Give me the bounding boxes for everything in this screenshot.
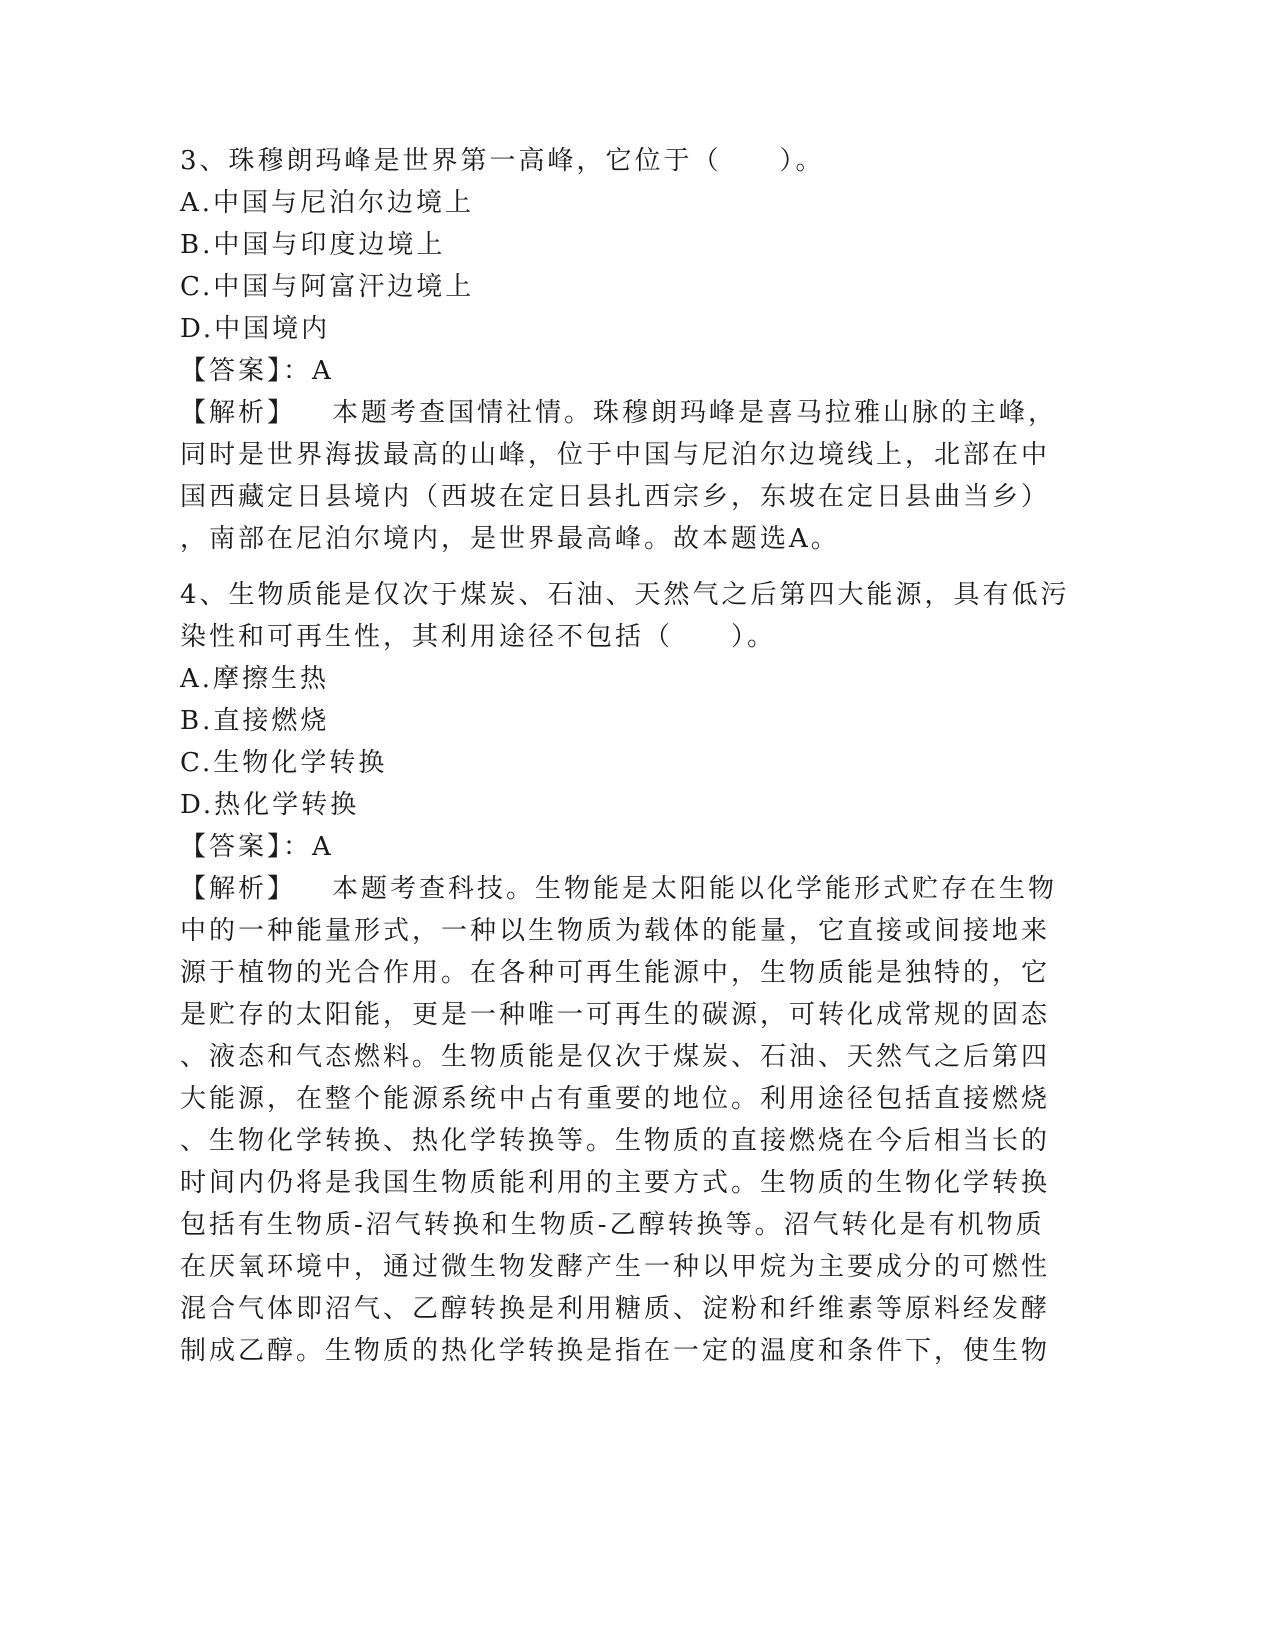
analysis-line: 中的一种能量形式，一种以生物质为载体的能量，它直接或间接地来: [180, 916, 1051, 946]
answer-label: 【答案】：: [180, 832, 313, 862]
analysis-line: 大能源，在整个能源系统中占有重要的地位。利用途径包括直接燃烧: [180, 1084, 1051, 1114]
answer-label: 【答案】：: [180, 356, 313, 386]
document-page: [180, 140, 1070, 1372]
question-block: [180, 140, 1058, 560]
analysis-line: 在厌氧环境中，通过微生物发酵产生一种以甲烷为主要成分的可燃性: [180, 1252, 1051, 1282]
option-c: C.生物化学转换: [180, 748, 388, 778]
spacer: [180, 560, 1040, 574]
option-b: B.中国与印度边境上: [180, 230, 446, 260]
analysis-text: 本题考查国情社情。珠穆朗玛峰是喜马拉雅山脉的主峰，: [332, 398, 1058, 428]
question-stem: 4、生物质能是仅次于煤炭、石油、天然气之后第四大能源，具有低污: [180, 580, 1070, 610]
answer-line: [180, 350, 1040, 392]
option-d: D.热化学转换: [180, 790, 360, 820]
analysis-line: 包括有生物质-沼气转换和生物质-乙醇转换等。沼气转化是有机物质: [180, 1210, 1045, 1240]
option-a: A.摩擦生热: [180, 664, 330, 694]
answer-line: [180, 826, 1040, 868]
analysis-line: 混合气体即沼气、乙醇转换是利用糖质、淀粉和纤维素等原料经发酵: [180, 1294, 1051, 1324]
question-stem: 3、珠穆朗玛峰是世界第一高峰，它位于（ ）。: [180, 146, 825, 176]
analysis-line: 是贮存的太阳能，更是一种唯一可再生的碳源，可转化成常规的固态: [180, 1000, 1051, 1030]
analysis-line: 、液态和气态燃料。生物质能是仅次于煤炭、石油、天然气之后第四: [180, 1042, 1051, 1072]
analysis-label: 【解析】: [180, 874, 297, 904]
analysis-line: 源于植物的光合作用。在各种可再生能源中，生物质能是独特的，它: [180, 958, 1051, 988]
answer-value: A: [312, 832, 334, 862]
option-b: B.直接燃烧: [180, 706, 330, 736]
analysis-line: 国西藏定日县境内（西坡在定日县扎西宗乡，东坡在定日县曲当乡）: [180, 482, 1051, 512]
analysis-line: ，南部在尼泊尔境内，是世界最高峰。故本题选A。: [180, 524, 840, 554]
analysis-line: 时间内仍将是我国生物质能利用的主要方式。生物质的生物化学转换: [180, 1168, 1051, 1198]
option-d: D.中国境内: [180, 314, 331, 344]
option-c: C.中国与阿富汗边境上: [180, 272, 475, 302]
analysis-text: 本题考查科技。生物能是太阳能以化学能形式贮存在生物: [332, 874, 1058, 904]
question-stem: 染性和可再生性，其利用途径不包括（ ）。: [180, 622, 777, 652]
analysis-line: [180, 868, 1058, 910]
analysis-label: 【解析】: [180, 398, 297, 428]
question-block: [180, 574, 1070, 1372]
answer-value: A: [312, 356, 334, 386]
analysis-line: 同时是世界海拔最高的山峰，位于中国与尼泊尔边境线上，北部在中: [180, 440, 1051, 470]
analysis-line: [180, 392, 1058, 434]
option-a: A.中国与尼泊尔边境上: [180, 188, 475, 218]
analysis-line: 制成乙醇。生物质的热化学转换是指在一定的温度和条件下，使生物: [180, 1336, 1051, 1366]
analysis-line: 、生物化学转换、热化学转换等。生物质的直接燃烧在今后相当长的: [180, 1126, 1051, 1156]
